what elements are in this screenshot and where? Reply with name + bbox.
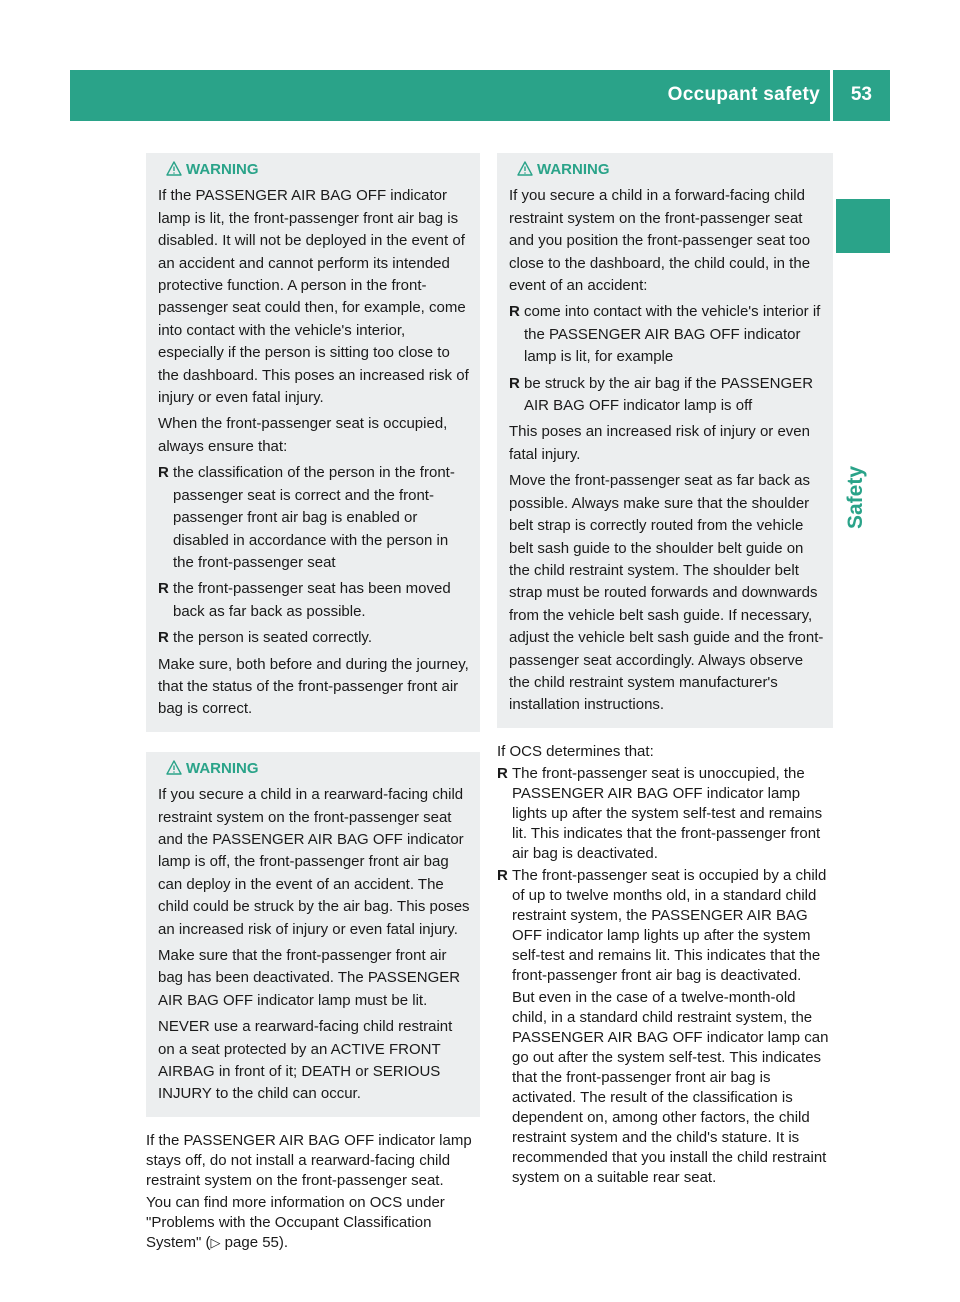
- list-item-text: the person is seated correctly.: [173, 629, 372, 647]
- warning-text: If you secure a child in a rearward-facing child restraint system on the front-passenger seat and the PASSENGER AIR BAG OFF indicator lamp is off, the front-passenger front air bag can deploy in the event of an accident. The child could be struck by the air bag. This poses an increased risk of injury or even fatal injury.: [158, 786, 470, 938]
- warning-text: Make sure that the front-passenger front air bag has been deactivated. The PASSENGER AIR BAG OFF indicator lamp must be lit.: [158, 947, 461, 1009]
- body-paragraph-text: ).: [278, 1233, 289, 1251]
- page-header: [70, 70, 890, 121]
- chapter-label: Safety: [844, 465, 867, 529]
- bullet-icon: R: [158, 629, 169, 647]
- section-title: Occupant safety: [667, 84, 820, 105]
- bullet-icon: R: [158, 580, 169, 598]
- warning-heading-text: WARNING: [186, 759, 259, 777]
- bullet-icon: R: [497, 866, 508, 884]
- bullet-icon: R: [509, 374, 520, 392]
- warning-list: [509, 301, 826, 417]
- page-reference-link[interactable]: page 55: [224, 1233, 279, 1251]
- right-column: [497, 153, 833, 1192]
- body-text-left: [146, 1131, 480, 1253]
- warning-text: If the PASSENGER AIR BAG OFF indicator lamp is lit, the front-passenger front air bag is disabled. It will not be deployed in the event of an accident and cannot perform its intended protective function. A person in the front-passenger seat could then, for example, come into contact with the vehicle's interior, especially if the person is sitting too close to the dashboard. This poses an increased risk of injury or even fatal injury.: [158, 187, 469, 407]
- list-item-text: The front-passenger seat is unoccupied, the PASSENGER AIR BAG OFF indicator lamp lights up after the system self-test and remains lit. This indicates that the front-passenger front air bag is deactivated.: [512, 764, 823, 862]
- list-item: [158, 627, 473, 649]
- warning-text: If you secure a child in a forward-facing child restraint system on the front-passenger seat and you position the front-passenger seat too close to the dashboard, the child could, in the event of an accident:: [509, 187, 811, 295]
- list-item: [497, 764, 833, 864]
- warning-box-forward-facing: [497, 153, 833, 728]
- body-text-right: [497, 742, 833, 1188]
- bullet-icon: R: [497, 764, 508, 782]
- warning-heading: [158, 758, 473, 780]
- warning-text: This poses an increased risk of injury or even fatal injury.: [509, 423, 810, 463]
- list-item: [509, 373, 826, 418]
- list-item-text: come into contact with the vehicle's interior if the PASSENGER AIR BAG OFF indicator lamp is lit, for example: [524, 303, 821, 366]
- warning-triangle-icon: [166, 760, 182, 775]
- warning-triangle-icon: [166, 161, 182, 176]
- warning-heading-text: WARNING: [186, 161, 259, 178]
- page-number: 53: [850, 84, 872, 105]
- warning-triangle-icon: [517, 161, 533, 176]
- header-divider: [830, 70, 833, 121]
- bullet-icon: R: [158, 464, 169, 482]
- warning-heading-text: WARNING: [537, 161, 610, 178]
- ocs-result-list: [497, 764, 833, 1188]
- list-item-text: be struck by the air bag if the PASSENGER AIR BAG OFF indicator lamp is off: [524, 374, 814, 415]
- list-item: [509, 301, 826, 368]
- warning-text: Move the front-passenger seat as far back as possible. Always make sure that the shoulder belt strap is correctly routed from the vehicle belt sash guide to the shoulder belt guide on the child restraint system. The shoulder belt strap must be routed forwards and downwards from the vehicle belt sash guide. If necessary, adjust the vehicle belt sash guide and the front-passenger seat accordingly. Always observe the child restraint system manufacturer's installation instructions.: [509, 472, 824, 714]
- list-item: [158, 462, 473, 574]
- list-item-text: the classification of the person in the front-passenger seat is correct and the front-passenger front air bag is enabled or disabled in accordance with the person in the front-passenger seat: [173, 464, 455, 571]
- chapter-marker: [836, 199, 890, 253]
- left-column: [146, 153, 480, 1255]
- list-item-subparagraph: But even in the case of a twelve-month-old child, in a standard child restraint system, the PASSENGER AIR BAG OFF indicator lamp can go out after the system self-test. This indicates that the front-passenger front air bag is activated. The result of the classification is dependent on, among other factors, the child restraint system and the child's stature. It is recommended that you install the child restraint system on a suitable rear seat.: [512, 988, 829, 1186]
- warning-list: [158, 462, 473, 649]
- warning-heading: [158, 159, 473, 181]
- warning-text: When the front-passenger seat is occupied, always ensure that:: [158, 415, 448, 455]
- warning-heading: [509, 159, 826, 181]
- warning-text: Make sure, both before and during the journey, that the status of the front-passenger front air bag is correct.: [158, 655, 469, 718]
- bullet-icon: R: [509, 303, 520, 321]
- chapter-tab: [836, 199, 890, 1302]
- warning-box-rearward-facing: [146, 752, 480, 1117]
- list-item-text: the front-passenger seat has been moved back as far back as possible.: [173, 580, 451, 620]
- body-paragraph-text: You can find more information on OCS under "Problems with the Occupant Classification System" (: [146, 1193, 445, 1251]
- list-item: [497, 866, 833, 1188]
- body-paragraph: [146, 1193, 480, 1253]
- page-ref-arrow-icon: ▷: [210, 1234, 221, 1250]
- list-item-text: The front-passenger seat is occupied by a child of up to twelve months old, in a standard child restraint system, the PASSENGER AIR BAG OFF indicator lamp lights up after the system self-test and remains lit. This indicates that the front-passenger front air bag is deactivated.: [512, 866, 827, 984]
- body-paragraph: If OCS determines that:: [497, 742, 654, 760]
- body-paragraph: If the PASSENGER AIR BAG OFF indicator lamp stays off, do not install a rearward-facing child restraint system on the front-passenger seat.: [146, 1131, 472, 1189]
- list-item: [158, 578, 473, 623]
- warning-text: NEVER use a rearward-facing child restraint on a seat protected by an ACTIVE FRONT AIRBAG in front of it; DEATH or SERIOUS INJURY to the child can occur.: [158, 1018, 453, 1103]
- warning-box-air-bag-off: [146, 153, 480, 732]
